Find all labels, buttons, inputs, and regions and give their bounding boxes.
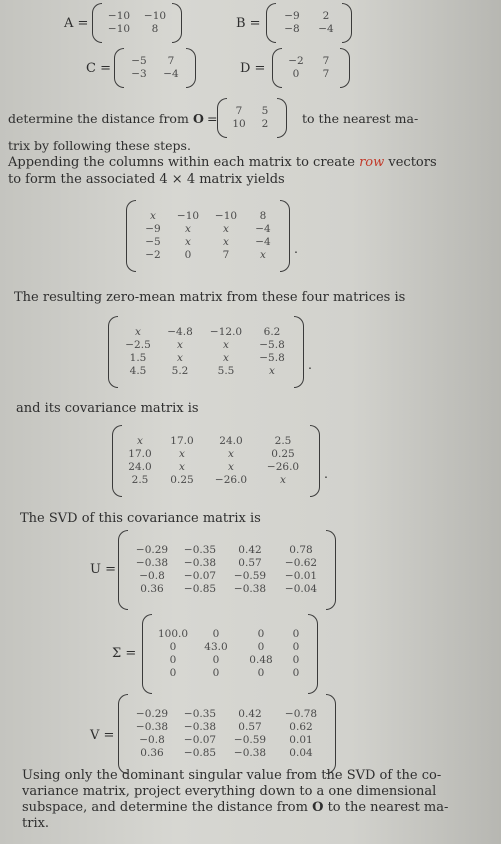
matrix-d-cell: 0: [292, 68, 300, 80]
matrix-b-cell: 2: [322, 10, 330, 22]
matrix-sigma-cell: 43.0: [204, 641, 228, 653]
matrix-sigma-cell: 0: [292, 654, 300, 666]
matrix-u-cell: −0.59: [233, 570, 267, 582]
matrix-v-cell: 0.62: [289, 721, 313, 733]
matrix-a-cell: −10: [107, 10, 131, 22]
matrix-sigma-cell: 0: [169, 641, 177, 653]
matrix-u-cell: −0.62: [284, 557, 318, 569]
matrix-v: [118, 694, 336, 774]
combined-matrix-cell: −10: [176, 210, 200, 222]
matrix-v-cell: 0.42: [238, 708, 262, 720]
para1-line1-a: Appending the columns within each matrix to create: [8, 155, 355, 170]
para1-highlight-word: row: [359, 155, 385, 170]
matrix-u-cell: −0.38: [183, 557, 217, 569]
combined-matrix-cell: 0: [184, 249, 192, 261]
matrix-sigma-cell: 0: [257, 641, 265, 653]
matrix-b-label: B =: [236, 16, 261, 31]
combined-matrix-cell: −4: [255, 236, 271, 248]
matrix-sigma-cell: 0: [257, 628, 265, 640]
matrix-v-cell: −0.07: [183, 734, 217, 746]
combined-matrix-cell: −4: [255, 223, 271, 235]
matrix-sigma-cell: 0.48: [249, 654, 273, 666]
covariance-matrix-cell: 17.0: [128, 448, 152, 460]
matrix-v-cell: −0.38: [135, 721, 169, 733]
para5-line2: variance matrix, project everything down to a one dimensional: [22, 784, 437, 799]
covariance-matrix: [112, 425, 328, 497]
matrix-sigma-cell: 0: [212, 667, 220, 679]
matrix-d-label: D =: [240, 61, 266, 76]
combined-matrix-cell: x: [185, 223, 191, 235]
covariance-matrix-cell: 24.0: [219, 435, 243, 447]
matrix-c-cell: −4: [163, 68, 179, 80]
matrix-u-cell: −0.38: [135, 557, 169, 569]
para5-line3-a: subspace, and determine the distance from: [22, 800, 308, 815]
matrix-v-cell: 0.57: [238, 721, 262, 733]
matrix-v-cell: −0.38: [233, 747, 267, 759]
covariance-matrix-cell: x: [179, 448, 185, 460]
para5-line3: [22, 800, 448, 816]
matrix-v-cell: −0.29: [135, 708, 169, 720]
matrix-u: [118, 530, 336, 610]
para5-line1: Using only the dominant singular value from the SVD of the co-: [22, 768, 442, 783]
matrix-v-cell: 0.04: [289, 747, 313, 759]
matrix-sigma-cell: 0: [169, 667, 177, 679]
question-text-post: to the nearest ma-: [302, 111, 419, 126]
combined-matrix-cell: 8: [259, 210, 267, 222]
matrix-b-cell: −8: [284, 23, 300, 35]
matrix-u-cell: −0.07: [183, 570, 217, 582]
covariance-matrix-cell: 0.25: [170, 474, 194, 486]
combined-matrix-cell: −9: [145, 223, 161, 235]
matrix-sigma-cell: 0: [212, 628, 220, 640]
matrix-u-cell: −0.29: [135, 544, 169, 556]
question-text-line2: trix by following these steps.: [8, 138, 191, 153]
zero-mean-matrix-cell: 6.2: [263, 326, 281, 338]
matrix-o-cell: 2: [261, 118, 269, 130]
combined-matrix-cell: −5: [145, 236, 161, 248]
combined-matrix-cell: x: [223, 223, 229, 235]
zero-mean-matrix-cell: x: [177, 339, 183, 351]
matrix-d: [272, 48, 350, 88]
matrix-u-cell: 0.42: [238, 544, 262, 556]
matrix-v-cell: −0.35: [183, 708, 217, 720]
covariance-matrix-cell: 2.5: [274, 435, 292, 447]
matrix-b-cell: −4: [318, 23, 334, 35]
combined-matrix-cell: −2: [145, 249, 161, 261]
matrix-u-cell: −0.04: [284, 583, 318, 595]
matrix-d-cell: 7: [322, 55, 330, 67]
covariance-matrix-cell: x: [228, 461, 234, 473]
zero-mean-matrix-cell: x: [223, 339, 229, 351]
para5-line3-b: to the nearest ma-: [327, 800, 449, 815]
covariance-matrix-cell: −26.0: [266, 461, 300, 473]
covariance-matrix-cell: 24.0: [128, 461, 152, 473]
combined-matrix-cell: −10: [214, 210, 238, 222]
matrix-c-cell: 7: [167, 55, 175, 67]
combined-matrix-cell: x: [185, 236, 191, 248]
matrix-u-cell: −0.8: [139, 570, 165, 582]
matrix-o-cell: 10: [232, 118, 246, 130]
matrix-sigma: [142, 614, 318, 694]
para1-line1-b: vectors: [388, 155, 437, 170]
zero-mean-matrix-cell: 5.5: [217, 365, 235, 377]
matrix-u-cell: 0.36: [140, 583, 164, 595]
point-o-symbol: O: [193, 111, 204, 126]
covariance-matrix-cell: 2.5: [131, 474, 149, 486]
combined-matrix-cell: x: [260, 249, 266, 261]
zero-mean-matrix-cell: 4.5: [129, 365, 147, 377]
matrix-v-cell: 0.36: [140, 747, 164, 759]
combined-4x4-matrix: [126, 200, 298, 272]
matrix-sigma-cell: 0: [169, 654, 177, 666]
para1-line2: to form the associated 4 × 4 matrix yields: [8, 172, 285, 187]
zero-mean-matrix-cell: 1.5: [129, 352, 147, 364]
para2-text: The resulting zero-mean matrix from these four matrices is: [14, 290, 406, 305]
matrix-v-cell: −0.38: [183, 721, 217, 733]
matrix-b-cell: −9: [284, 10, 300, 22]
matrix-sigma-cell: 0: [257, 667, 265, 679]
covariance-matrix-cell: x: [137, 435, 143, 447]
zero-mean-matrix-cell: −5.8: [259, 339, 285, 351]
zero-mean-matrix-cell: x: [177, 352, 183, 364]
matrix-o-cell: 7: [235, 105, 243, 117]
zero-mean-matrix-cell: 5.2: [171, 365, 189, 377]
zero-mean-matrix-cell: x: [223, 352, 229, 364]
matrix-v-label: V =: [90, 728, 115, 743]
para1-line1: [8, 155, 437, 171]
matrix-sigma-cell: 0: [212, 654, 220, 666]
zero-mean-matrix-cell: x: [135, 326, 141, 338]
zero-mean-matrix-cell: x: [269, 365, 275, 377]
question-text-pre: determine the distance from: [8, 111, 189, 126]
covariance-period: .: [324, 466, 328, 481]
question-equals: =: [207, 111, 218, 126]
para5-line4: trix.: [22, 816, 50, 831]
matrix-c-cell: −3: [131, 68, 147, 80]
matrix-v-cell: −0.85: [183, 747, 217, 759]
zero-mean-matrix: [108, 316, 312, 388]
matrix-v-cell: −0.59: [233, 734, 267, 746]
covariance-matrix-cell: x: [280, 474, 286, 486]
matrix-sigma-label: Σ =: [112, 646, 137, 661]
matrix-a-cell: −10: [107, 23, 131, 35]
covariance-matrix-cell: 0.25: [271, 448, 295, 460]
zero-mean-period: .: [308, 357, 312, 372]
matrix-sigma-cell: 0: [292, 641, 300, 653]
matrix-a-cell: 8: [151, 23, 159, 35]
zero-mean-matrix-cell: −12.0: [209, 326, 243, 338]
matrix-a-cell: −10: [143, 10, 167, 22]
matrix-u-label: U =: [90, 562, 116, 577]
covariance-matrix-cell: −26.0: [214, 474, 248, 486]
matrix-b: [266, 3, 352, 43]
matrix-v-cell: −0.8: [139, 734, 165, 746]
zero-mean-matrix-cell: −5.8: [259, 352, 285, 364]
matrix-v-cell: −0.78: [284, 708, 318, 720]
matrix-u-cell: −0.38: [233, 583, 267, 595]
matrix-u-cell: 0.78: [289, 544, 313, 556]
matrix-u-cell: −0.01: [284, 570, 318, 582]
matrix-u-cell: −0.35: [183, 544, 217, 556]
matrix-a: [92, 3, 182, 43]
matrix-u-cell: 0.57: [238, 557, 262, 569]
matrix-u-cell: −0.85: [183, 583, 217, 595]
matrix-sigma-cell: 100.0: [157, 628, 189, 640]
matrix-sigma-cell: 0: [292, 667, 300, 679]
matrix-c-cell: −5: [131, 55, 147, 67]
para3-text: and its covariance matrix is: [16, 401, 199, 416]
zero-mean-matrix-cell: −4.8: [167, 326, 193, 338]
matrix-c: [114, 48, 196, 88]
covariance-matrix-cell: 17.0: [170, 435, 194, 447]
zero-mean-matrix-cell: −2.5: [125, 339, 151, 351]
covariance-matrix-cell: x: [179, 461, 185, 473]
matrix-sigma-cell: 0: [292, 628, 300, 640]
combined-matrix-period: .: [294, 241, 298, 256]
combined-matrix-cell: x: [150, 210, 156, 222]
matrix-c-label: C =: [86, 61, 111, 76]
combined-matrix-cell: 7: [222, 249, 230, 261]
matrix-d-cell: 7: [322, 68, 330, 80]
matrix-o-cell: 5: [261, 105, 269, 117]
matrix-a-label: A =: [64, 16, 89, 31]
point-o-symbol-2: O: [312, 800, 324, 815]
matrix-v-cell: 0.01: [289, 734, 313, 746]
combined-matrix-cell: x: [223, 236, 229, 248]
matrix-d-cell: −2: [288, 55, 304, 67]
covariance-matrix-cell: x: [228, 448, 234, 460]
para4-text: The SVD of this covariance matrix is: [20, 511, 261, 526]
matrix-o: [217, 98, 287, 138]
